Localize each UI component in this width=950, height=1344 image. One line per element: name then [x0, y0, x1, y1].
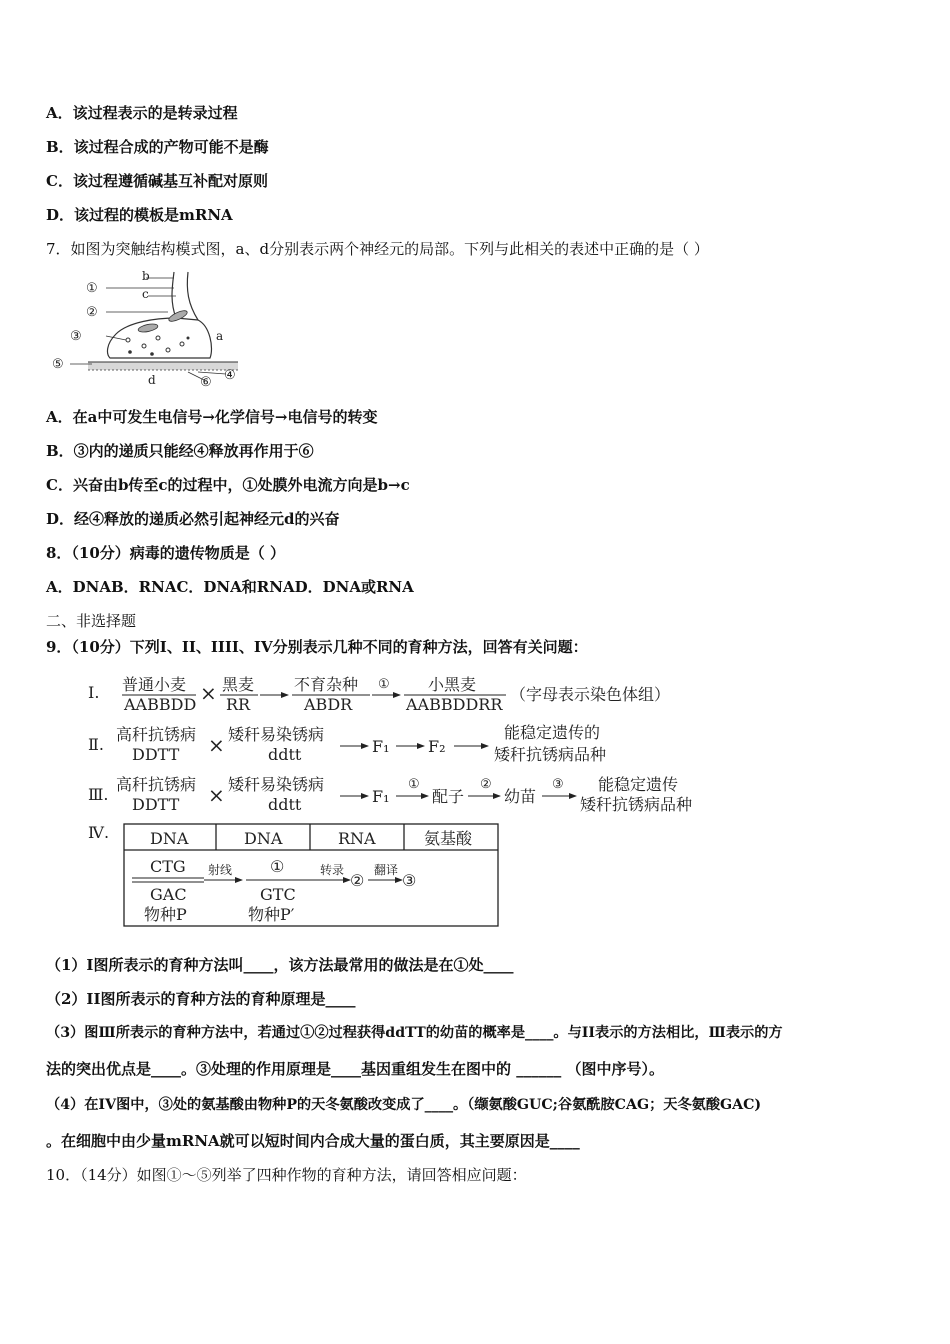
svg-text:Ⅱ.: Ⅱ. [88, 735, 104, 754]
label-c: c [142, 287, 149, 301]
svg-text:①: ① [378, 677, 390, 692]
q9-sub4-line1: （4）在IV图中，③处的氨基酸由物种P的天冬氨酸改变成了____。（缬氨酸GUC;谷氨酰胺CAG；天冬氨酸GAC) [46, 1097, 762, 1113]
svg-text:③: ③ [402, 871, 417, 890]
q7-option-d: D．经④释放的递质必然引起神经元d的兴奋 [46, 510, 340, 528]
q9-sub1: （1）I图所表示的育种方法叫____，该方法最常用的做法是在①处____ [46, 956, 514, 974]
label-3: ③ [70, 329, 82, 344]
svg-text:普通小麦: 普通小麦 [122, 675, 187, 694]
svg-text:×: × [208, 783, 225, 807]
label-4: ④ [224, 368, 236, 383]
svg-text:矮秆易染锈病: 矮秆易染锈病 [228, 725, 325, 744]
svg-text:（字母表示染色体组）: （字母表示染色体组） [510, 685, 671, 704]
svg-text:F₁: F₁ [372, 737, 390, 756]
svg-text:③: ③ [552, 777, 564, 792]
q9-sub4-line2: 。在细胞中由少量mRNA就可以短时间内合成大量的蛋白质，其主要原因是____ [46, 1132, 580, 1150]
svg-text:RNA: RNA [338, 829, 376, 848]
svg-text:高秆抗锈病: 高秆抗锈病 [116, 775, 197, 794]
svg-text:F₁: F₁ [372, 787, 390, 806]
svg-text:小黑麦: 小黑麦 [428, 675, 477, 694]
svg-text:Ⅰ.: Ⅰ. [88, 683, 100, 702]
svg-text:AABBDDRR: AABBDDRR [406, 695, 503, 714]
svg-text:矮秆易染锈病: 矮秆易染锈病 [228, 775, 325, 794]
q6-option-d: D．该过程的模板是mRNA [46, 206, 233, 224]
svg-text:能稳定遗传的: 能稳定遗传的 [504, 723, 601, 742]
section-heading: 二、非选择题 [46, 612, 137, 630]
svg-text:幼苗: 幼苗 [504, 787, 537, 806]
svg-text:F₂: F₂ [428, 737, 446, 756]
q9-stem: 9．（10分）下列I、II、IIII、IV分别表示几种不同的育种方法，回答有关问题： [46, 638, 588, 656]
label-d: d [148, 373, 156, 387]
svg-text:配子: 配子 [432, 787, 465, 806]
svg-text:翻译: 翻译 [374, 863, 399, 877]
svg-text:高秆抗锈病: 高秆抗锈病 [116, 725, 197, 744]
q8-stem: 8．（10分）病毒的遗传物质是（ ） [46, 544, 286, 562]
q8-options: A．DNAB．RNAC．DNA和RNAD．DNA或RNA [46, 578, 414, 596]
svg-text:GTC: GTC [260, 885, 296, 904]
svg-text:氨基酸: 氨基酸 [424, 829, 473, 848]
q9-sub3-line2: 法的突出优点是____。③处理的作用原理是____基因重组发生在图中的 ______ （图中序号）。 [46, 1060, 664, 1078]
q7-stem: 7．如图为突触结构模式图，a、d分别表示两个神经元的局部。下列与此相关的表述中正确的是（ ） [46, 240, 709, 258]
label-5: ⑤ [52, 357, 64, 372]
svg-text:RR: RR [226, 695, 251, 714]
svg-text:×: × [200, 681, 217, 705]
breeding-methods-figure [88, 668, 708, 930]
svg-text:CTG: CTG [150, 857, 186, 876]
svg-text:转录: 转录 [320, 863, 345, 877]
label-a: a [216, 329, 224, 343]
q7-option-a: A．在a中可发生电信号→化学信号→电信号的转变 [46, 408, 378, 426]
label-2: ② [86, 305, 98, 320]
q10-stem: 10．（14分）如图①～⑤列举了四种作物的育种方法，请回答相应问题： [46, 1166, 527, 1184]
q7-option-b: B．③内的递质只能经④释放再作用于⑥ [46, 442, 314, 460]
svg-text:矮秆抗锈病品种: 矮秆抗锈病品种 [580, 795, 693, 814]
svg-text:矮秆抗锈病品种: 矮秆抗锈病品种 [494, 745, 607, 764]
q6-option-b: B．该过程合成的产物可能不是酶 [46, 138, 269, 156]
label-1: ① [86, 281, 98, 296]
q6-option-a: A．该过程表示的是转录过程 [46, 104, 238, 122]
svg-text:DNA: DNA [150, 829, 189, 848]
synapse-diagram [48, 268, 258, 390]
svg-text:①: ① [270, 857, 285, 876]
svg-text:ddtt: ddtt [268, 795, 302, 814]
svg-text:GAC: GAC [150, 885, 187, 904]
svg-text:②: ② [350, 871, 365, 890]
svg-text:AABBDD: AABBDD [124, 695, 197, 714]
svg-text:物种P′: 物种P′ [248, 905, 295, 924]
label-6: ⑥ [200, 375, 212, 390]
q9-sub2: （2）II图所表示的育种方法的育种原理是____ [46, 990, 356, 1008]
svg-text:不育杂种: 不育杂种 [294, 675, 359, 694]
q6-option-c: C．该过程遵循碱基互补配对原则 [46, 172, 268, 190]
svg-text:黑麦: 黑麦 [222, 675, 255, 694]
svg-text:×: × [208, 733, 225, 757]
q9-sub3-line1: （3）图Ⅲ所表示的育种方法中，若通过①②过程获得ddTT的幼苗的概率是____。与II表示的方法相比，Ⅲ表示的方 [46, 1025, 783, 1041]
svg-text:DNA: DNA [244, 829, 283, 848]
svg-text:ABDR: ABDR [304, 695, 353, 714]
svg-text:ddtt: ddtt [268, 745, 302, 764]
svg-text:①: ① [408, 777, 420, 792]
svg-text:Ⅲ.: Ⅲ. [88, 785, 109, 804]
svg-text:物种P: 物种P [144, 905, 187, 924]
svg-text:Ⅳ.: Ⅳ. [88, 823, 110, 842]
svg-text:DDTT: DDTT [132, 795, 180, 814]
q7-option-c: C．兴奋由b传至c的过程中，①处膜外电流方向是b→c [46, 476, 410, 494]
label-b: b [142, 269, 150, 283]
svg-text:DDTT: DDTT [132, 745, 180, 764]
svg-text:射线: 射线 [208, 863, 233, 877]
svg-text:能稳定遗传: 能稳定遗传 [598, 775, 679, 794]
svg-text:②: ② [480, 777, 492, 792]
